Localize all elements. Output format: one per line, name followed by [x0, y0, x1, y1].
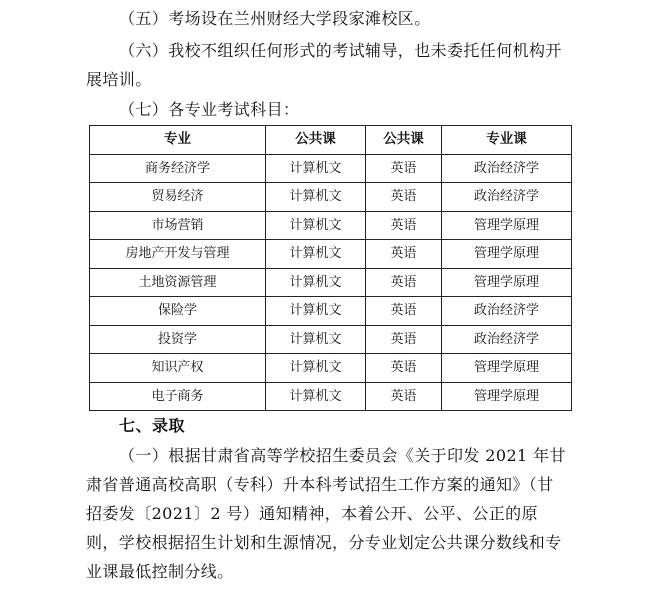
table-header-row: [90, 126, 572, 155]
cell-public-course-1: 计算机文: [266, 297, 366, 326]
paragraph-exam-venue: （五）考场设在兰州财经大学段家滩校区。: [119, 9, 431, 28]
cell-public-course-1: 计算机文: [266, 183, 366, 212]
cell-public-course-2: 英语: [366, 211, 442, 240]
table-row: [90, 268, 572, 297]
cell-major-course: 政治经济学: [442, 297, 572, 326]
cell-public-course-2: 英语: [366, 382, 442, 411]
header-major-course: 专业课: [442, 126, 572, 155]
table-row: [90, 354, 572, 383]
cell-major-course: 政治经济学: [442, 154, 572, 183]
cell-major: 投资学: [90, 325, 266, 354]
cell-major-course: 管理学原理: [442, 268, 572, 297]
section-heading-admission: 七、录取: [119, 416, 186, 435]
cell-major: 土地资源管理: [90, 268, 266, 297]
cell-major-course: 管理学原理: [442, 382, 572, 411]
cell-public-course-1: 计算机文: [266, 325, 366, 354]
cell-public-course-2: 英语: [366, 154, 442, 183]
cell-public-course-2: 英语: [366, 354, 442, 383]
exam-subjects-table: [89, 125, 572, 411]
header-public-course-1: 公共课: [266, 126, 366, 155]
cell-public-course-2: 英语: [366, 240, 442, 269]
cell-public-course-1: 计算机文: [266, 354, 366, 383]
paragraph-no-tutoring: （六）我校不组织任何形式的考试辅导，也未委托任何机构开展培训。: [86, 41, 562, 89]
cell-major: 保险学: [90, 297, 266, 326]
cell-major-course: 管理学原理: [442, 240, 572, 269]
cell-public-course-1: 计算机文: [266, 268, 366, 297]
cell-major-course: 管理学原理: [442, 354, 572, 383]
table-row: [90, 382, 572, 411]
table-row: [90, 211, 572, 240]
cell-public-course-2: 英语: [366, 325, 442, 354]
cell-major-course: 政治经济学: [442, 325, 572, 354]
cell-major: 知识产权: [90, 354, 266, 383]
cell-major: 房地产开发与管理: [90, 240, 266, 269]
cell-public-course-2: 英语: [366, 268, 442, 297]
cell-major-course: 政治经济学: [442, 183, 572, 212]
cell-major: 电子商务: [90, 382, 266, 411]
header-public-course-2: 公共课: [366, 126, 442, 155]
cell-public-course-1: 计算机文: [266, 382, 366, 411]
table-row: [90, 297, 572, 326]
cell-public-course-2: 英语: [366, 297, 442, 326]
cell-major: 贸易经济: [90, 183, 266, 212]
paragraph-admission-policy: （一）根据甘肃省高等学校招生委员会《关于印发 2021 年甘肃省普通高校高职（专科）升本科考试招生工作方案的通知》（甘招委发〔2021〕2 号）通知精神，本着公开、公平、公正的原则，学校根据招生计划和生源情况，分专业划定公共课分数线和专业课最低控制分线。: [86, 446, 566, 581]
header-major: 专业: [90, 126, 266, 155]
cell-major: 商务经济学: [90, 154, 266, 183]
table-row: [90, 325, 572, 354]
cell-public-course-2: 英语: [366, 183, 442, 212]
table-row: [90, 240, 572, 269]
table-row: [90, 154, 572, 183]
cell-major-course: 管理学原理: [442, 211, 572, 240]
cell-public-course-1: 计算机文: [266, 211, 366, 240]
paragraph-exam-subjects-intro: （七）各专业考试科目：: [119, 100, 300, 119]
cell-public-course-1: 计算机文: [266, 240, 366, 269]
cell-major: 市场营销: [90, 211, 266, 240]
cell-public-course-1: 计算机文: [266, 154, 366, 183]
table-row: [90, 183, 572, 212]
